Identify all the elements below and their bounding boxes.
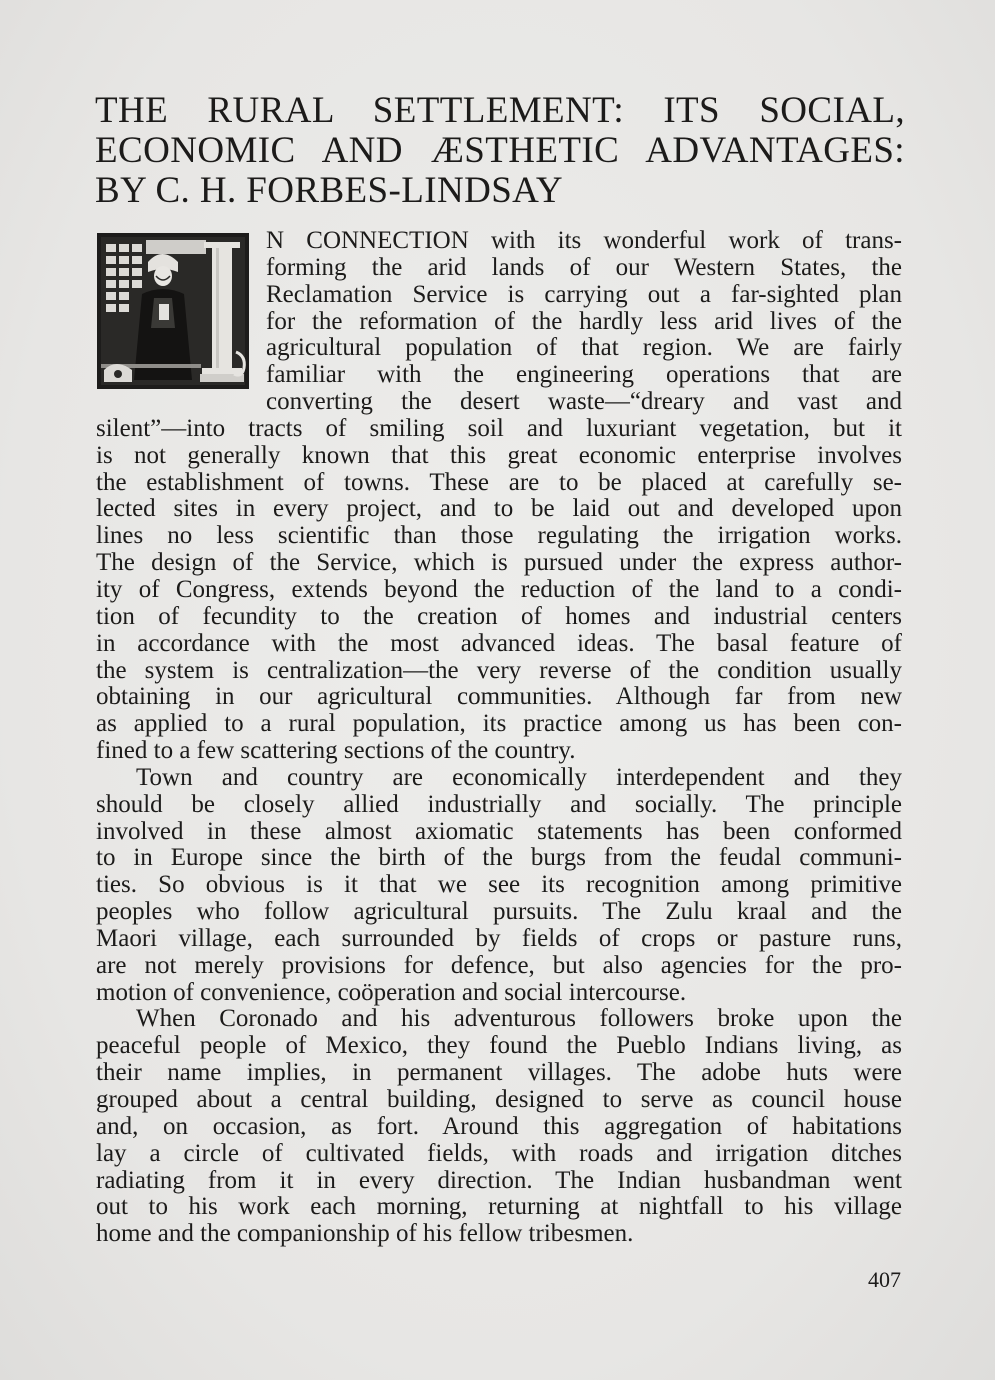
text-line: fined to a few scattering sections of the country. (96, 737, 576, 765)
text-line: their name implies, in permanent villages. The adobe huts were (96, 1059, 902, 1087)
text-line: lay a circle of cultivated fields, with roads and irrigation ditches (96, 1139, 902, 1167)
text-line: peoples who follow agricultural pursuits. The Zulu kraal and the (96, 898, 902, 926)
text-line: should be closely allied industrially and socially. The principle (96, 790, 902, 818)
text-line: in accordance with the most advanced ideas. The basal feature of (96, 629, 902, 657)
title-line-1: THE RURAL SETTLEMENT: ITS SOCIAL, (95, 90, 905, 131)
text-line: familiar with the engineering operations that are (266, 361, 902, 389)
text-line: lected sites in every project, and to be laid out and developed upon (96, 495, 902, 523)
text-line: grouped about a central building, designed to serve as council house (96, 1086, 902, 1113)
text-line: converting the desert waste—“dreary and vast and (266, 388, 902, 416)
text-line: obtaining in our agricultural communities. Although far from new (96, 683, 902, 711)
text-line: out to his work each morning, returning at nightfall to his village (96, 1193, 902, 1221)
text-line: Maori village, each surrounded by fields of crops or pasture runs, (96, 924, 902, 952)
page-number: 407 (868, 1267, 901, 1292)
text-line: tion of fecundity to the creation of homes and industrial centers (96, 602, 902, 630)
illustrated-drop-cap (96, 232, 252, 392)
text-line: Reclamation Service is carrying out a far-sighted plan (266, 280, 902, 308)
text-line: ity of Congress, extends beyond the reduction of the land to a condi- (96, 575, 902, 603)
text-line: for the reformation of the hardly less arid lives of the (266, 307, 902, 335)
text-line: Town and country are economically interdependent and they (136, 763, 902, 791)
text-line: as applied to a rural population, its practice among us has been con- (96, 710, 902, 738)
text-line: ties. So obvious is it that we see its recognition among primitive (96, 871, 902, 899)
text-line: motion of convenience, coöperation and social intercourse. (96, 978, 687, 1006)
text-line: involved in these almost axiomatic statements has been conformed (96, 817, 902, 845)
text-line: peaceful people of Mexico, they found the Pueblo Indians living, as (96, 1032, 902, 1060)
article-body (96, 228, 902, 1248)
text-line: silent”—into tracts of smiling soil and luxuriant vegetation, but it (96, 414, 902, 442)
text-line: The design of the Service, which is pursued under the express author- (96, 549, 902, 577)
text-line: and, on occasion, as fort. Around this aggregation of habitations (96, 1112, 902, 1140)
text-line: are not merely provisions for defence, but also agencies for the pro- (96, 951, 902, 979)
text-line: lines no less scientific than those regulating the irrigation works. (96, 522, 902, 550)
paragraph-2 (96, 765, 902, 1007)
text-line: the establishment of towns. These are to be placed at carefully se- (96, 468, 902, 496)
title-line-3-byline: BY C. H. FORBES-LINDSAY (95, 170, 564, 211)
article-title (95, 91, 905, 211)
drop-cap-illustration (96, 232, 252, 392)
text-line: forming the arid lands of our Western States, the (266, 253, 902, 281)
title-line-2: ECONOMIC AND ÆSTHETIC ADVANTAGES: (95, 130, 905, 171)
text-line: N CONNECTION with its wonderful work of trans- (266, 227, 902, 254)
text-line: is not generally known that this great economic enterprise involves (96, 441, 902, 469)
text-line: When Coronado and his adventurous followers broke upon the (136, 1005, 902, 1033)
text-line: the system is centralization—the very reverse of the condition usually (96, 656, 902, 684)
text-line: agricultural population of that region. We are fairly (266, 334, 902, 362)
text-line: radiating from it in every direction. The Indian husbandman went (96, 1166, 902, 1194)
text-line: home and the companionship of his fellow tribesmen. (96, 1220, 634, 1248)
text-line: to in Europe since the birth of the burgs from the feudal communi- (96, 844, 902, 872)
paragraph-3 (96, 1006, 902, 1248)
